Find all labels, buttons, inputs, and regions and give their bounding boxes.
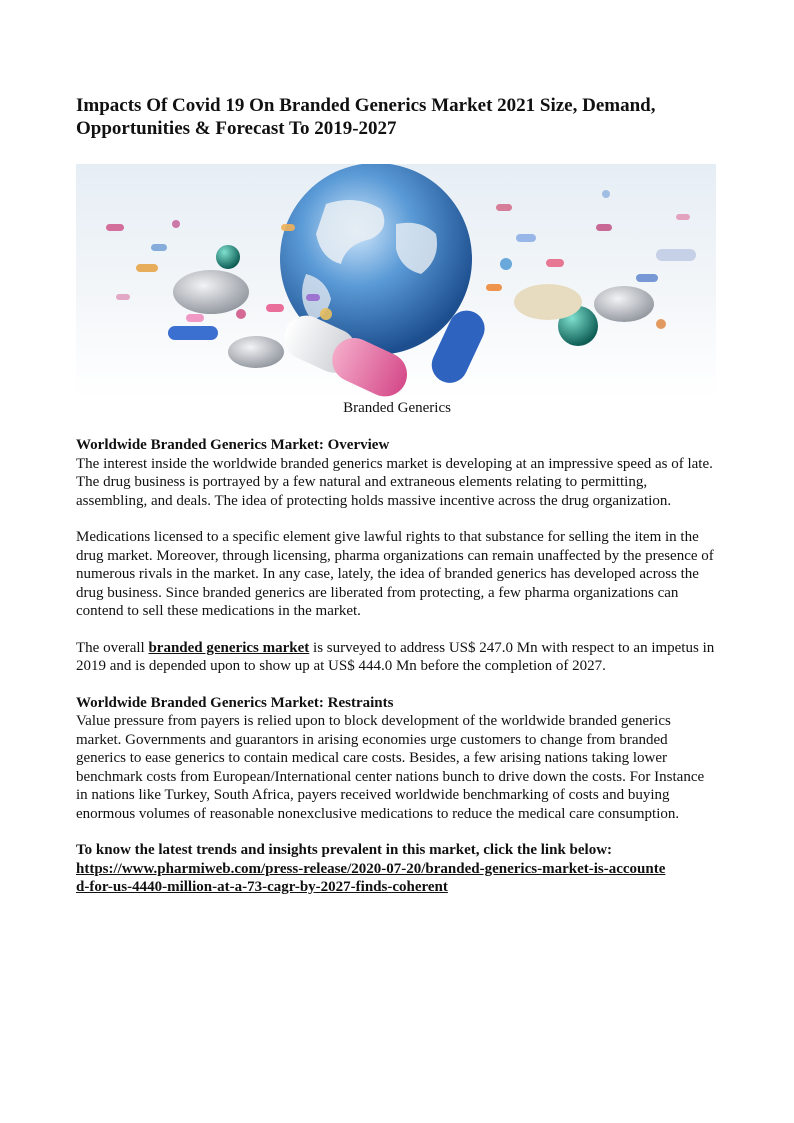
overview-paragraph-3-start: The overall <box>76 639 149 656</box>
overview-paragraph-1: The interest inside the worldwide branded generics market is developing at an impressive speed as of late. The drug business is portrayed by a few natural and extraneous elements relating to permitting, assembling, and deals. The idea of protecting holds massive incentive across the drug organization. <box>76 455 713 509</box>
image-caption: Branded Generics <box>343 400 451 416</box>
article-title: Impacts Of Covid 19 On Branded Generics Market 2021 Size, Demand, Opportunities & Forecast To 2019-2027 <box>76 95 656 139</box>
article <box>76 94 718 897</box>
overview-paragraph-3 <box>76 639 718 676</box>
restraints-heading: Worldwide Branded Generics Market: Restraints <box>76 694 394 711</box>
cta-url-link[interactable]: https://www.pharmiweb.com/press-release/2020-07-20/branded-generics-market-is-accounted-for-us-4440-million-at-a-73-cagr-by-2027-finds-coherent <box>76 860 666 895</box>
overview-heading: Worldwide Branded Generics Market: Overview <box>76 437 390 453</box>
cta-block <box>76 841 718 897</box>
pill-grey-icon <box>173 270 249 314</box>
article-image <box>76 164 716 398</box>
pills-globe-illustration <box>76 164 716 398</box>
restraints-paragraph: Value pressure from payers is relied upon to block development of the worldwide branded generics market. Governments and guarantors in arising economies urge customers to change from branded generics to ease generics to contain medical care costs. Besides, a few arising nations taking lower benchmark costs from European/International center nations bunch to drive down the costs. For Instance in nations like Turkey, South Africa, payers received worldwide benchmarking of costs and buying enormous volumes of reasonable nonexclusive medications to reduce the medical care consumption. <box>76 713 705 822</box>
overview-paragraph-3-end: is surveyed to address US$ 247.0 Mn with respect to an impetus in 2019 and is depended upon to show up at US$ 444.0 Mn before the completion of 2027. <box>76 639 715 674</box>
overview-paragraph-2: Medications licensed to a specific element give lawful rights to that substance for selling the item in the drug market. Moreover, through licensing, pharma organizations can remain unaffected by the presence of numerous rivals in the market. In any case, lately, the idea of branded generics has developed across the drug business. Since branded generics are liberated from protecting, a few pharma organizations can contend to sell these medications in the market. <box>76 529 714 619</box>
branded-generics-market-link[interactable]: branded generics market <box>148 639 310 656</box>
cta-text: To know the latest trends and insights prevalent in this market, click the link below: <box>76 842 613 858</box>
